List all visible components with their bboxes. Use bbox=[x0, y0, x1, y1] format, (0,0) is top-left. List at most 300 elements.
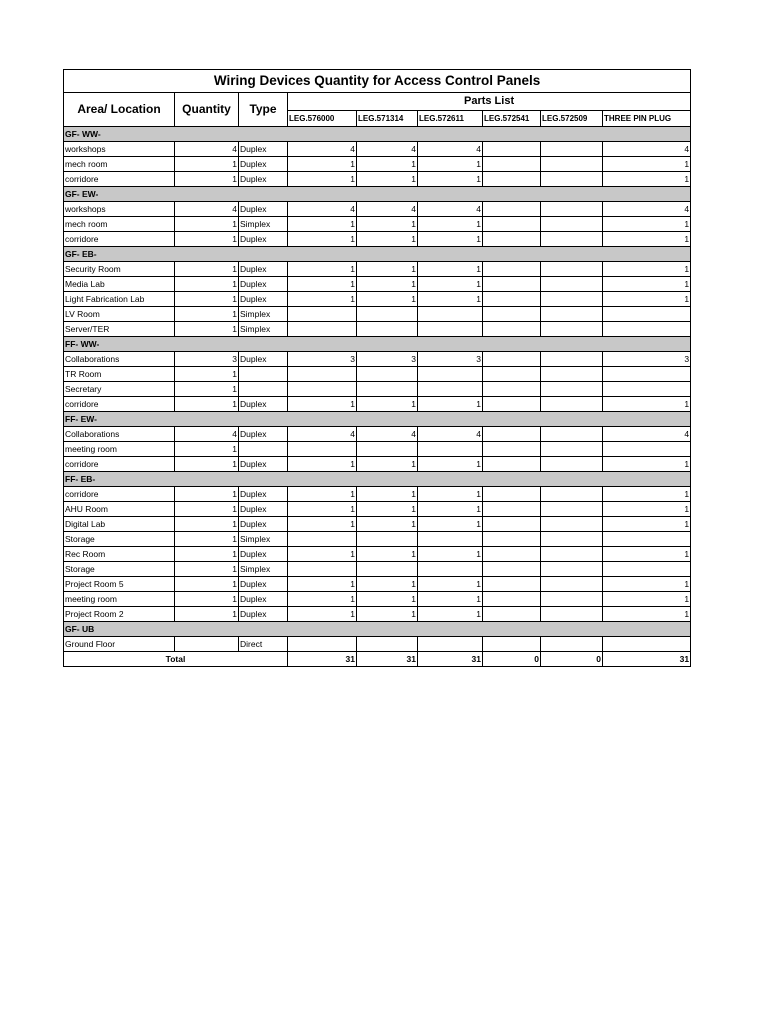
part-qty-cell bbox=[483, 277, 541, 292]
part-qty-cell bbox=[483, 367, 541, 382]
part-qty-cell bbox=[541, 517, 603, 532]
section-name: FF- EB- bbox=[64, 472, 691, 487]
part-qty-cell: 1 bbox=[603, 397, 691, 412]
quantity-cell: 1 bbox=[175, 367, 239, 382]
table-row bbox=[64, 577, 691, 592]
part-qty-cell: 1 bbox=[357, 292, 418, 307]
area-cell: Project Room 5 bbox=[64, 577, 175, 592]
part-qty-cell: 1 bbox=[288, 577, 357, 592]
part-qty-cell: 1 bbox=[418, 262, 483, 277]
part-qty-cell: 4 bbox=[418, 202, 483, 217]
part-qty-cell bbox=[541, 607, 603, 622]
quantity-cell: 1 bbox=[175, 607, 239, 622]
part-qty-cell: 3 bbox=[288, 352, 357, 367]
area-cell: Rec Room bbox=[64, 547, 175, 562]
part-qty-cell bbox=[603, 382, 691, 397]
area-cell: Light Fabrication Lab bbox=[64, 292, 175, 307]
part-qty-cell bbox=[541, 532, 603, 547]
part-qty-cell: 1 bbox=[603, 232, 691, 247]
part-qty-cell: 4 bbox=[288, 427, 357, 442]
part-qty-cell bbox=[483, 547, 541, 562]
table-row bbox=[64, 532, 691, 547]
part-qty-cell: 4 bbox=[288, 142, 357, 157]
area-cell: meeting room bbox=[64, 442, 175, 457]
quantity-cell: 1 bbox=[175, 172, 239, 187]
table-row bbox=[64, 172, 691, 187]
table-row bbox=[64, 217, 691, 232]
part-qty-cell bbox=[541, 202, 603, 217]
type-cell: Duplex bbox=[239, 292, 288, 307]
part-qty-cell bbox=[541, 442, 603, 457]
part-qty-cell bbox=[541, 592, 603, 607]
part-qty-cell: 1 bbox=[603, 457, 691, 472]
part-header: LEG.572509 bbox=[541, 111, 603, 127]
part-qty-cell: 1 bbox=[418, 157, 483, 172]
part-qty-cell bbox=[357, 367, 418, 382]
quantity-cell: 1 bbox=[175, 532, 239, 547]
quantity-cell: 4 bbox=[175, 142, 239, 157]
area-cell: workshops bbox=[64, 202, 175, 217]
part-qty-cell: 1 bbox=[603, 292, 691, 307]
part-qty-cell bbox=[357, 532, 418, 547]
part-qty-cell bbox=[603, 307, 691, 322]
quantity-cell: 1 bbox=[175, 262, 239, 277]
part-qty-cell: 1 bbox=[418, 502, 483, 517]
quantity-cell: 1 bbox=[175, 517, 239, 532]
area-cell: Storage bbox=[64, 562, 175, 577]
type-cell: Duplex bbox=[239, 172, 288, 187]
type-cell: Simplex bbox=[239, 532, 288, 547]
part-qty-cell: 1 bbox=[603, 502, 691, 517]
part-qty-cell bbox=[288, 562, 357, 577]
type-cell: Duplex bbox=[239, 487, 288, 502]
part-qty-cell bbox=[288, 382, 357, 397]
part-qty-cell bbox=[418, 637, 483, 652]
quantity-cell: 1 bbox=[175, 232, 239, 247]
part-qty-cell bbox=[483, 172, 541, 187]
part-qty-cell: 1 bbox=[603, 577, 691, 592]
part-qty-cell: 4 bbox=[357, 142, 418, 157]
table-row bbox=[64, 637, 691, 652]
section-header-row bbox=[64, 247, 691, 262]
part-qty-cell bbox=[483, 442, 541, 457]
area-cell: corridore bbox=[64, 397, 175, 412]
part-qty-cell bbox=[483, 427, 541, 442]
section-header-row bbox=[64, 412, 691, 427]
table-row bbox=[64, 262, 691, 277]
type-cell bbox=[239, 382, 288, 397]
quantity-cell: 4 bbox=[175, 202, 239, 217]
area-cell: meeting room bbox=[64, 592, 175, 607]
part-qty-cell: 1 bbox=[603, 277, 691, 292]
part-qty-cell: 1 bbox=[603, 487, 691, 502]
part-qty-cell: 3 bbox=[418, 352, 483, 367]
part-qty-cell: 1 bbox=[418, 397, 483, 412]
part-qty-cell: 1 bbox=[418, 487, 483, 502]
part-qty-cell: 1 bbox=[357, 217, 418, 232]
total-value: 31 bbox=[418, 652, 483, 667]
part-qty-cell: 1 bbox=[357, 502, 418, 517]
type-cell: Duplex bbox=[239, 592, 288, 607]
part-qty-cell bbox=[541, 352, 603, 367]
part-qty-cell bbox=[483, 487, 541, 502]
area-cell: Ground Floor bbox=[64, 637, 175, 652]
quantity-cell: 3 bbox=[175, 352, 239, 367]
table-body bbox=[64, 127, 691, 652]
type-cell: Duplex bbox=[239, 457, 288, 472]
table-row bbox=[64, 352, 691, 367]
table-row bbox=[64, 547, 691, 562]
part-qty-cell: 1 bbox=[357, 232, 418, 247]
part-qty-cell bbox=[541, 232, 603, 247]
table-row bbox=[64, 487, 691, 502]
type-cell: Simplex bbox=[239, 562, 288, 577]
area-cell: corridore bbox=[64, 232, 175, 247]
part-qty-cell bbox=[418, 367, 483, 382]
part-qty-cell: 1 bbox=[288, 487, 357, 502]
part-qty-cell bbox=[541, 637, 603, 652]
table-row bbox=[64, 457, 691, 472]
part-qty-cell: 4 bbox=[357, 427, 418, 442]
table-row bbox=[64, 322, 691, 337]
quantity-cell: 1 bbox=[175, 397, 239, 412]
part-qty-cell: 1 bbox=[357, 547, 418, 562]
part-qty-cell bbox=[483, 307, 541, 322]
area-cell: workshops bbox=[64, 142, 175, 157]
part-qty-cell: 4 bbox=[603, 142, 691, 157]
part-header: LEG.576000 bbox=[288, 111, 357, 127]
part-qty-cell: 1 bbox=[357, 172, 418, 187]
type-cell: Duplex bbox=[239, 142, 288, 157]
part-header: THREE PIN PLUG bbox=[603, 111, 691, 127]
type-cell: Duplex bbox=[239, 397, 288, 412]
quantity-cell: 1 bbox=[175, 502, 239, 517]
table-row bbox=[64, 562, 691, 577]
area-cell: Digital Lab bbox=[64, 517, 175, 532]
part-qty-cell: 1 bbox=[603, 517, 691, 532]
part-qty-cell bbox=[483, 322, 541, 337]
part-qty-cell: 1 bbox=[288, 397, 357, 412]
section-header-row bbox=[64, 337, 691, 352]
table-row bbox=[64, 382, 691, 397]
table-row bbox=[64, 292, 691, 307]
part-qty-cell: 1 bbox=[418, 577, 483, 592]
part-qty-cell: 4 bbox=[288, 202, 357, 217]
part-qty-cell: 1 bbox=[603, 217, 691, 232]
part-qty-cell bbox=[603, 637, 691, 652]
part-qty-cell bbox=[288, 637, 357, 652]
part-qty-cell bbox=[483, 577, 541, 592]
total-row bbox=[64, 652, 691, 667]
table-row bbox=[64, 592, 691, 607]
part-qty-cell: 4 bbox=[418, 427, 483, 442]
quantity-cell: 1 bbox=[175, 292, 239, 307]
part-qty-cell bbox=[418, 532, 483, 547]
type-cell: Simplex bbox=[239, 307, 288, 322]
type-cell: Direct bbox=[239, 637, 288, 652]
area-location-header: Area/ Location bbox=[64, 93, 175, 127]
part-qty-cell bbox=[483, 142, 541, 157]
part-header: LEG.572611 bbox=[418, 111, 483, 127]
type-cell: Duplex bbox=[239, 427, 288, 442]
part-qty-cell bbox=[541, 262, 603, 277]
total-label: Total bbox=[64, 652, 288, 667]
type-cell: Duplex bbox=[239, 517, 288, 532]
part-qty-cell: 1 bbox=[418, 277, 483, 292]
table-row bbox=[64, 232, 691, 247]
quantity-header: Quantity bbox=[175, 93, 239, 127]
part-qty-cell: 1 bbox=[603, 607, 691, 622]
part-qty-cell bbox=[603, 532, 691, 547]
part-qty-cell bbox=[288, 322, 357, 337]
type-header: Type bbox=[239, 93, 288, 127]
part-qty-cell: 1 bbox=[357, 457, 418, 472]
section-name: GF- EW- bbox=[64, 187, 691, 202]
part-qty-cell bbox=[541, 367, 603, 382]
type-cell: Duplex bbox=[239, 202, 288, 217]
quantity-cell: 1 bbox=[175, 457, 239, 472]
part-qty-cell: 1 bbox=[603, 157, 691, 172]
part-qty-cell bbox=[483, 292, 541, 307]
quantity-cell: 1 bbox=[175, 382, 239, 397]
part-qty-cell: 1 bbox=[357, 157, 418, 172]
part-qty-cell bbox=[483, 202, 541, 217]
area-cell: Server/TER bbox=[64, 322, 175, 337]
quantity-cell: 1 bbox=[175, 277, 239, 292]
area-cell: TR Room bbox=[64, 367, 175, 382]
part-qty-cell: 1 bbox=[603, 262, 691, 277]
part-qty-cell: 1 bbox=[603, 172, 691, 187]
area-cell: Collaborations bbox=[64, 427, 175, 442]
part-qty-cell bbox=[541, 457, 603, 472]
part-qty-cell: 1 bbox=[288, 547, 357, 562]
type-cell bbox=[239, 442, 288, 457]
part-qty-cell bbox=[418, 382, 483, 397]
table-row bbox=[64, 442, 691, 457]
part-qty-cell: 3 bbox=[357, 352, 418, 367]
quantity-cell: 1 bbox=[175, 157, 239, 172]
area-cell: Secretary bbox=[64, 382, 175, 397]
part-qty-cell: 1 bbox=[288, 607, 357, 622]
part-qty-cell bbox=[418, 307, 483, 322]
total-value: 31 bbox=[603, 652, 691, 667]
part-qty-cell bbox=[483, 217, 541, 232]
part-qty-cell bbox=[483, 592, 541, 607]
section-header-row bbox=[64, 187, 691, 202]
table-row bbox=[64, 397, 691, 412]
part-qty-cell bbox=[541, 322, 603, 337]
part-qty-cell: 4 bbox=[603, 427, 691, 442]
type-cell: Duplex bbox=[239, 232, 288, 247]
area-cell: LV Room bbox=[64, 307, 175, 322]
total-value: 31 bbox=[288, 652, 357, 667]
table-row bbox=[64, 277, 691, 292]
part-qty-cell bbox=[288, 442, 357, 457]
part-qty-cell: 1 bbox=[288, 292, 357, 307]
part-qty-cell bbox=[603, 562, 691, 577]
total-value: 0 bbox=[541, 652, 603, 667]
part-qty-cell: 1 bbox=[357, 262, 418, 277]
part-qty-cell: 4 bbox=[603, 202, 691, 217]
part-qty-cell bbox=[288, 307, 357, 322]
type-cell: Duplex bbox=[239, 157, 288, 172]
parts-list-header: Parts List bbox=[288, 93, 691, 111]
table-row bbox=[64, 307, 691, 322]
part-qty-cell: 1 bbox=[357, 517, 418, 532]
area-cell: corridore bbox=[64, 172, 175, 187]
part-qty-cell: 1 bbox=[288, 592, 357, 607]
section-name: FF- EW- bbox=[64, 412, 691, 427]
type-cell: Duplex bbox=[239, 352, 288, 367]
part-qty-cell: 1 bbox=[418, 232, 483, 247]
part-qty-cell bbox=[357, 442, 418, 457]
total-value: 31 bbox=[357, 652, 418, 667]
part-qty-cell: 4 bbox=[357, 202, 418, 217]
part-qty-cell: 1 bbox=[418, 457, 483, 472]
part-qty-cell bbox=[541, 217, 603, 232]
table-row bbox=[64, 607, 691, 622]
table-row bbox=[64, 502, 691, 517]
type-cell bbox=[239, 367, 288, 382]
part-qty-cell bbox=[541, 547, 603, 562]
quantity-cell: 1 bbox=[175, 307, 239, 322]
part-qty-cell: 1 bbox=[418, 172, 483, 187]
part-qty-cell bbox=[483, 457, 541, 472]
area-cell: corridore bbox=[64, 457, 175, 472]
area-cell: Collaborations bbox=[64, 352, 175, 367]
part-qty-cell: 1 bbox=[288, 217, 357, 232]
part-qty-cell bbox=[418, 562, 483, 577]
part-qty-cell bbox=[541, 382, 603, 397]
table-row bbox=[64, 157, 691, 172]
part-qty-cell bbox=[418, 442, 483, 457]
part-qty-cell bbox=[603, 442, 691, 457]
part-qty-cell: 1 bbox=[288, 277, 357, 292]
section-name: FF- WW- bbox=[64, 337, 691, 352]
part-header: LEG.571314 bbox=[357, 111, 418, 127]
type-cell: Simplex bbox=[239, 322, 288, 337]
part-qty-cell bbox=[288, 532, 357, 547]
part-qty-cell: 1 bbox=[288, 262, 357, 277]
area-cell: corridore bbox=[64, 487, 175, 502]
part-qty-cell bbox=[541, 427, 603, 442]
part-qty-cell bbox=[541, 277, 603, 292]
quantity-cell: 1 bbox=[175, 577, 239, 592]
area-cell: Media Lab bbox=[64, 277, 175, 292]
quantity-cell: 4 bbox=[175, 427, 239, 442]
section-header-row bbox=[64, 622, 691, 637]
part-qty-cell: 1 bbox=[357, 397, 418, 412]
area-cell: Security Room bbox=[64, 262, 175, 277]
part-qty-cell: 1 bbox=[603, 592, 691, 607]
part-qty-cell bbox=[541, 292, 603, 307]
area-cell: mech room bbox=[64, 157, 175, 172]
part-qty-cell: 1 bbox=[357, 592, 418, 607]
quantity-cell: 1 bbox=[175, 217, 239, 232]
part-qty-cell: 1 bbox=[288, 172, 357, 187]
part-qty-cell bbox=[483, 502, 541, 517]
area-cell: Storage bbox=[64, 532, 175, 547]
part-qty-cell bbox=[483, 262, 541, 277]
quantity-cell: 1 bbox=[175, 322, 239, 337]
section-name: GF- WW- bbox=[64, 127, 691, 142]
part-qty-cell bbox=[541, 487, 603, 502]
part-qty-cell bbox=[357, 307, 418, 322]
area-cell: mech room bbox=[64, 217, 175, 232]
quantity-cell: 1 bbox=[175, 547, 239, 562]
table-row bbox=[64, 367, 691, 382]
quantity-cell: 1 bbox=[175, 592, 239, 607]
type-cell: Simplex bbox=[239, 217, 288, 232]
table-row bbox=[64, 142, 691, 157]
part-qty-cell bbox=[357, 562, 418, 577]
part-qty-cell bbox=[483, 382, 541, 397]
part-qty-cell: 1 bbox=[418, 517, 483, 532]
sheet-title: Wiring Devices Quantity for Access Control Panels bbox=[64, 70, 691, 93]
part-qty-cell bbox=[483, 637, 541, 652]
type-cell: Duplex bbox=[239, 607, 288, 622]
section-header-row bbox=[64, 127, 691, 142]
part-qty-cell bbox=[483, 517, 541, 532]
part-qty-cell: 3 bbox=[603, 352, 691, 367]
part-header: LEG.572541 bbox=[483, 111, 541, 127]
part-qty-cell: 1 bbox=[357, 577, 418, 592]
part-qty-cell bbox=[541, 562, 603, 577]
part-qty-cell: 1 bbox=[288, 157, 357, 172]
part-qty-cell bbox=[483, 232, 541, 247]
total-value: 0 bbox=[483, 652, 541, 667]
part-qty-cell bbox=[418, 322, 483, 337]
quantity-cell: 1 bbox=[175, 442, 239, 457]
part-qty-cell bbox=[483, 607, 541, 622]
part-qty-cell bbox=[483, 532, 541, 547]
part-qty-cell bbox=[483, 397, 541, 412]
part-qty-cell: 1 bbox=[418, 607, 483, 622]
part-qty-cell bbox=[288, 367, 357, 382]
part-qty-cell: 1 bbox=[288, 502, 357, 517]
part-qty-cell bbox=[603, 322, 691, 337]
table-row bbox=[64, 517, 691, 532]
wiring-devices-table bbox=[63, 69, 691, 667]
type-cell: Duplex bbox=[239, 277, 288, 292]
part-qty-cell bbox=[541, 172, 603, 187]
part-qty-cell: 1 bbox=[418, 292, 483, 307]
part-qty-cell bbox=[483, 562, 541, 577]
quantity-cell: 1 bbox=[175, 487, 239, 502]
part-qty-cell bbox=[541, 577, 603, 592]
part-qty-cell: 1 bbox=[288, 457, 357, 472]
part-qty-cell: 1 bbox=[288, 517, 357, 532]
part-qty-cell: 1 bbox=[418, 592, 483, 607]
part-qty-cell: 1 bbox=[357, 607, 418, 622]
type-cell: Duplex bbox=[239, 502, 288, 517]
table-row bbox=[64, 202, 691, 217]
part-qty-cell bbox=[541, 142, 603, 157]
part-qty-cell bbox=[541, 397, 603, 412]
type-cell: Duplex bbox=[239, 262, 288, 277]
type-cell: Duplex bbox=[239, 547, 288, 562]
part-qty-cell: 1 bbox=[418, 547, 483, 562]
part-qty-cell bbox=[357, 322, 418, 337]
part-qty-cell: 1 bbox=[357, 277, 418, 292]
area-cell: AHU Room bbox=[64, 502, 175, 517]
type-cell: Duplex bbox=[239, 577, 288, 592]
part-qty-cell: 1 bbox=[603, 547, 691, 562]
section-header-row bbox=[64, 472, 691, 487]
quantity-cell bbox=[175, 637, 239, 652]
part-qty-cell bbox=[483, 352, 541, 367]
table-row bbox=[64, 427, 691, 442]
